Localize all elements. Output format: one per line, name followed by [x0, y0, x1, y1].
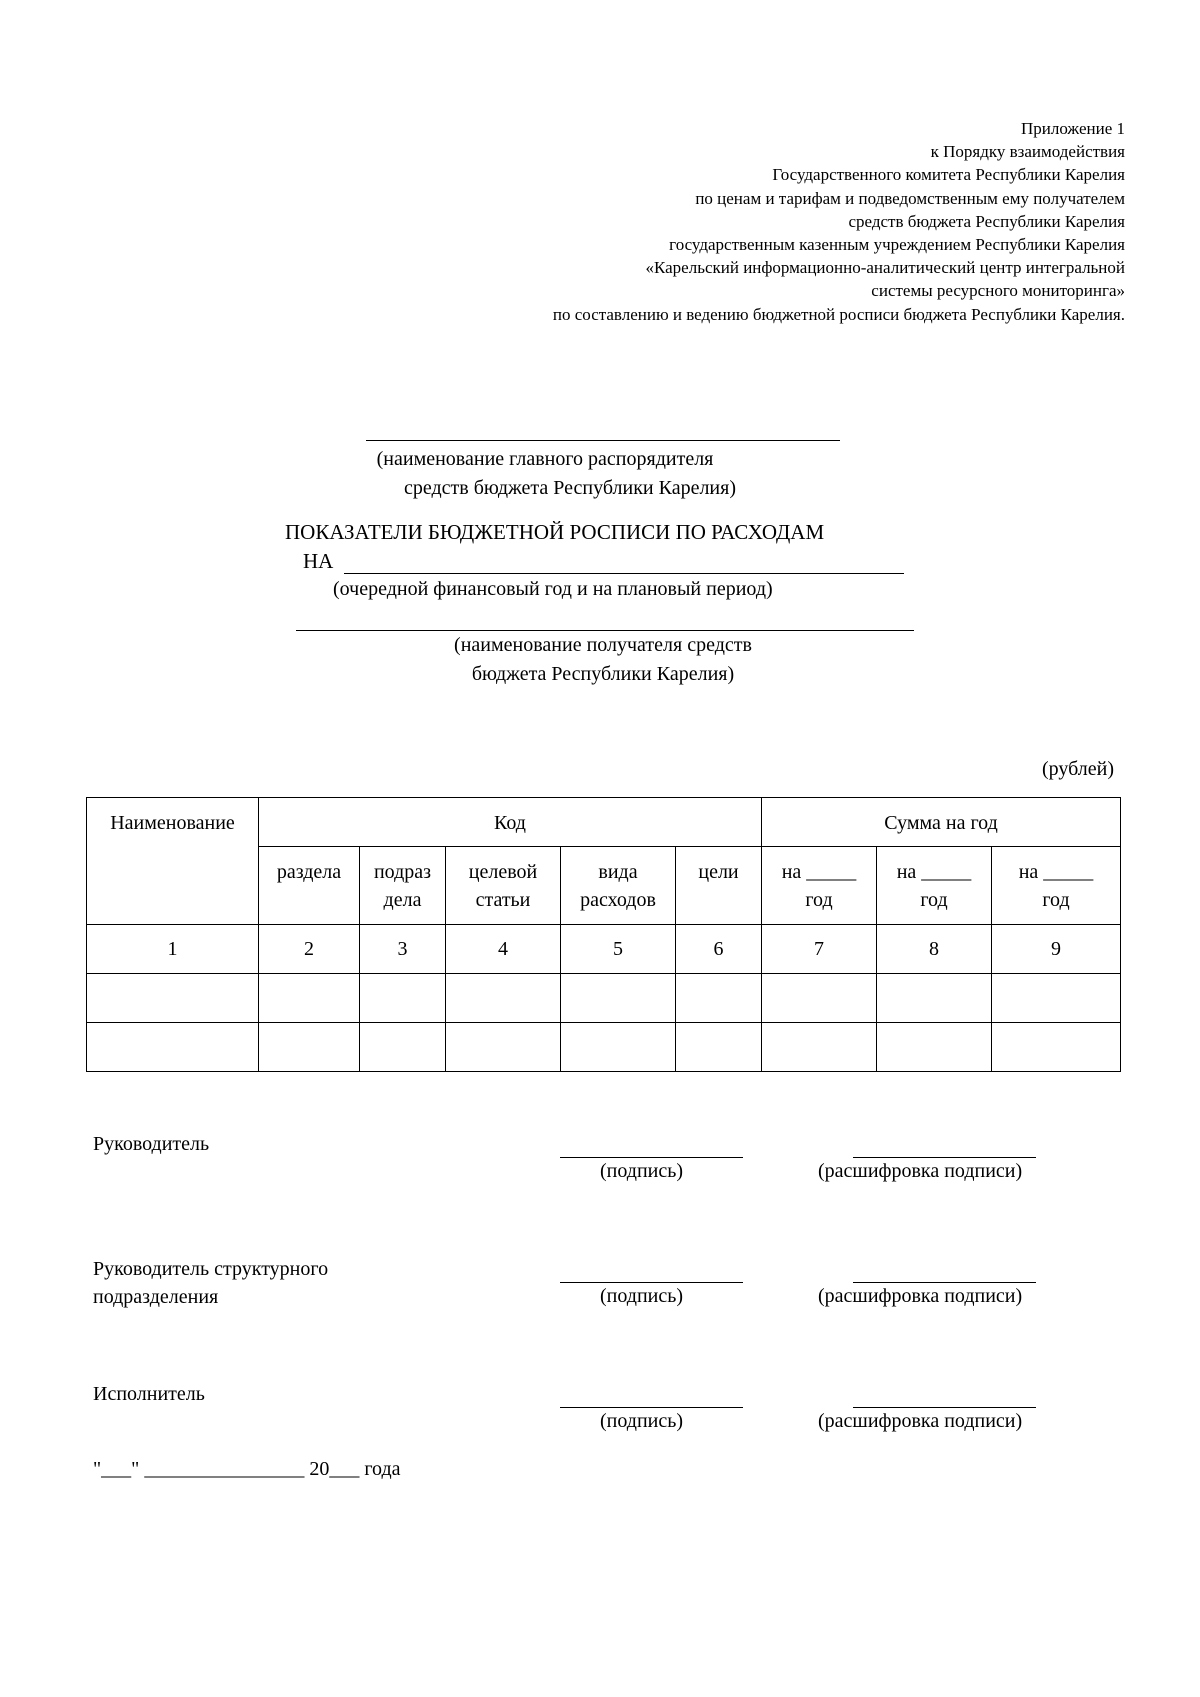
subheader-text: цели: [698, 861, 739, 883]
table-cell[interactable]: [762, 974, 877, 1023]
table-cell[interactable]: [87, 1023, 259, 1072]
table-cell[interactable]: [561, 974, 676, 1023]
table-cell: 1: [87, 925, 259, 974]
subheader-text: на _____: [1018, 861, 1094, 883]
appendix-line: системы ресурсного мониторинга»: [871, 281, 1125, 301]
subheader-text: расходов: [580, 889, 656, 911]
signature-decode-caption: (расшифровка подписи): [818, 1410, 1023, 1432]
subheader-text: на _____: [896, 861, 972, 883]
signature-decode-line[interactable]: [853, 1407, 1036, 1408]
table-cell: 8: [877, 925, 992, 974]
caption-line: (наименование получателя средств: [454, 634, 752, 656]
appendix-line: Государственного комитета Республики Карелия: [772, 165, 1125, 185]
subheader-text: год: [1042, 889, 1070, 911]
subheader-text: целевой: [468, 861, 538, 883]
table-cell: 3: [360, 925, 446, 974]
subheader-target-article: [446, 847, 561, 925]
table-cell[interactable]: [360, 974, 446, 1023]
subheader-podrazdel: [360, 847, 446, 925]
caption-line: (наименование главного распорядителя: [376, 448, 714, 470]
signature-caption: (подпись): [600, 1160, 684, 1182]
date-line: "___" ________________ 20___ года: [93, 1458, 401, 1480]
table-cell[interactable]: [446, 1023, 561, 1072]
header-sum: [762, 798, 1121, 847]
appendix-line: к Порядку взаимодействия: [930, 142, 1125, 162]
header-name: [87, 798, 259, 925]
subheader-text: на _____: [781, 861, 857, 883]
recipient-caption: [360, 631, 846, 689]
signature-label-text: Руководитель: [93, 1133, 210, 1155]
table-cell: 6: [676, 925, 762, 974]
title-prefix: НА: [303, 549, 334, 573]
table-cell[interactable]: [259, 974, 360, 1023]
signature-label-executor: [93, 1380, 205, 1408]
appendix-line: Приложение 1: [1021, 119, 1125, 138]
header-code: [259, 798, 762, 847]
signature-label-head: [93, 1130, 209, 1158]
header-code-text: Код: [494, 812, 526, 834]
signature-decode-line[interactable]: [853, 1282, 1036, 1283]
header-name-text: Наименование: [110, 812, 235, 834]
table-cell[interactable]: [360, 1023, 446, 1072]
subheader-text: год: [805, 889, 833, 911]
table-cell[interactable]: [992, 1023, 1121, 1072]
table-cell[interactable]: [87, 974, 259, 1023]
table-cell: 5: [561, 925, 676, 974]
signature-line[interactable]: [560, 1407, 743, 1408]
subheader-expense-type: [561, 847, 676, 925]
table-cell[interactable]: [877, 974, 992, 1023]
table-row-numbers: [87, 925, 1121, 974]
signature-label-text: Руководитель структурного: [93, 1258, 329, 1280]
table-cell[interactable]: [561, 1023, 676, 1072]
table-cell: 4: [446, 925, 561, 974]
subheader-year-3: [992, 847, 1121, 925]
appendix-line: по ценам и тарифам и подведомственным ему получателем: [695, 188, 1125, 208]
subheader-text: дела: [383, 889, 422, 911]
subheader-text: вида: [598, 861, 638, 883]
signature-label-text: подразделения: [93, 1286, 219, 1308]
appendix-note: [325, 117, 1125, 326]
signature-line[interactable]: [560, 1282, 743, 1283]
subheader-text: раздела: [276, 861, 342, 883]
table-cell: 2: [259, 925, 360, 974]
signature-caption: (подпись): [600, 1410, 684, 1432]
appendix-line: «Карельский информационно-аналитический центр интегральной: [645, 258, 1125, 278]
subheader-goal: [676, 847, 762, 925]
appendix-line: средств бюджета Республики Карелия: [848, 211, 1125, 231]
period-caption: (очередной финансовый год и на плановый период): [333, 578, 773, 600]
signature-label-structural: [93, 1255, 328, 1311]
table-row: [87, 1023, 1121, 1072]
budget-table: [86, 797, 1121, 1072]
signature-decode-caption: (расшифровка подписи): [818, 1285, 1023, 1307]
signature-decode-caption: (расшифровка подписи): [818, 1160, 1023, 1182]
table-cell[interactable]: [259, 1023, 360, 1072]
table-cell: 9: [992, 925, 1121, 974]
signature-line[interactable]: [560, 1157, 743, 1158]
period-line: [344, 573, 904, 574]
appendix-line: государственным казенным учреждением Республики Карелия: [669, 235, 1125, 255]
signature-decode-line[interactable]: [853, 1157, 1036, 1158]
main-distributor-caption: [340, 445, 800, 503]
header-sum-text: Сумма на год: [884, 812, 998, 834]
units-label: (рублей): [1041, 758, 1114, 780]
table-cell: 7: [762, 925, 877, 974]
subheader-text: год: [920, 889, 948, 911]
subheader-year-1: [762, 847, 877, 925]
table-cell[interactable]: [877, 1023, 992, 1072]
main-distributor-line: [366, 440, 840, 441]
table-row: [87, 974, 1121, 1023]
table-cell[interactable]: [992, 974, 1121, 1023]
document-title: ПОКАЗАТЕЛИ БЮДЖЕТНОЙ РОСПИСИ ПО РАСХОДАМ: [285, 520, 825, 544]
caption-line: средств бюджета Республики Карелия): [403, 477, 736, 499]
subheader-text: подраз: [373, 861, 432, 883]
caption-line: бюджета Республики Карелия): [471, 663, 735, 685]
table-cell[interactable]: [676, 974, 762, 1023]
subheader-text: статьи: [475, 889, 531, 911]
appendix-line: по составлению и ведению бюджетной росписи бюджета Республики Карелия.: [552, 304, 1125, 324]
subheader-year-2: [877, 847, 992, 925]
signature-caption: (подпись): [600, 1285, 684, 1307]
table-cell[interactable]: [676, 1023, 762, 1072]
table-cell[interactable]: [762, 1023, 877, 1072]
table-cell[interactable]: [446, 974, 561, 1023]
signature-label-text: Исполнитель: [93, 1383, 205, 1405]
subheader-razdel: [259, 847, 360, 925]
